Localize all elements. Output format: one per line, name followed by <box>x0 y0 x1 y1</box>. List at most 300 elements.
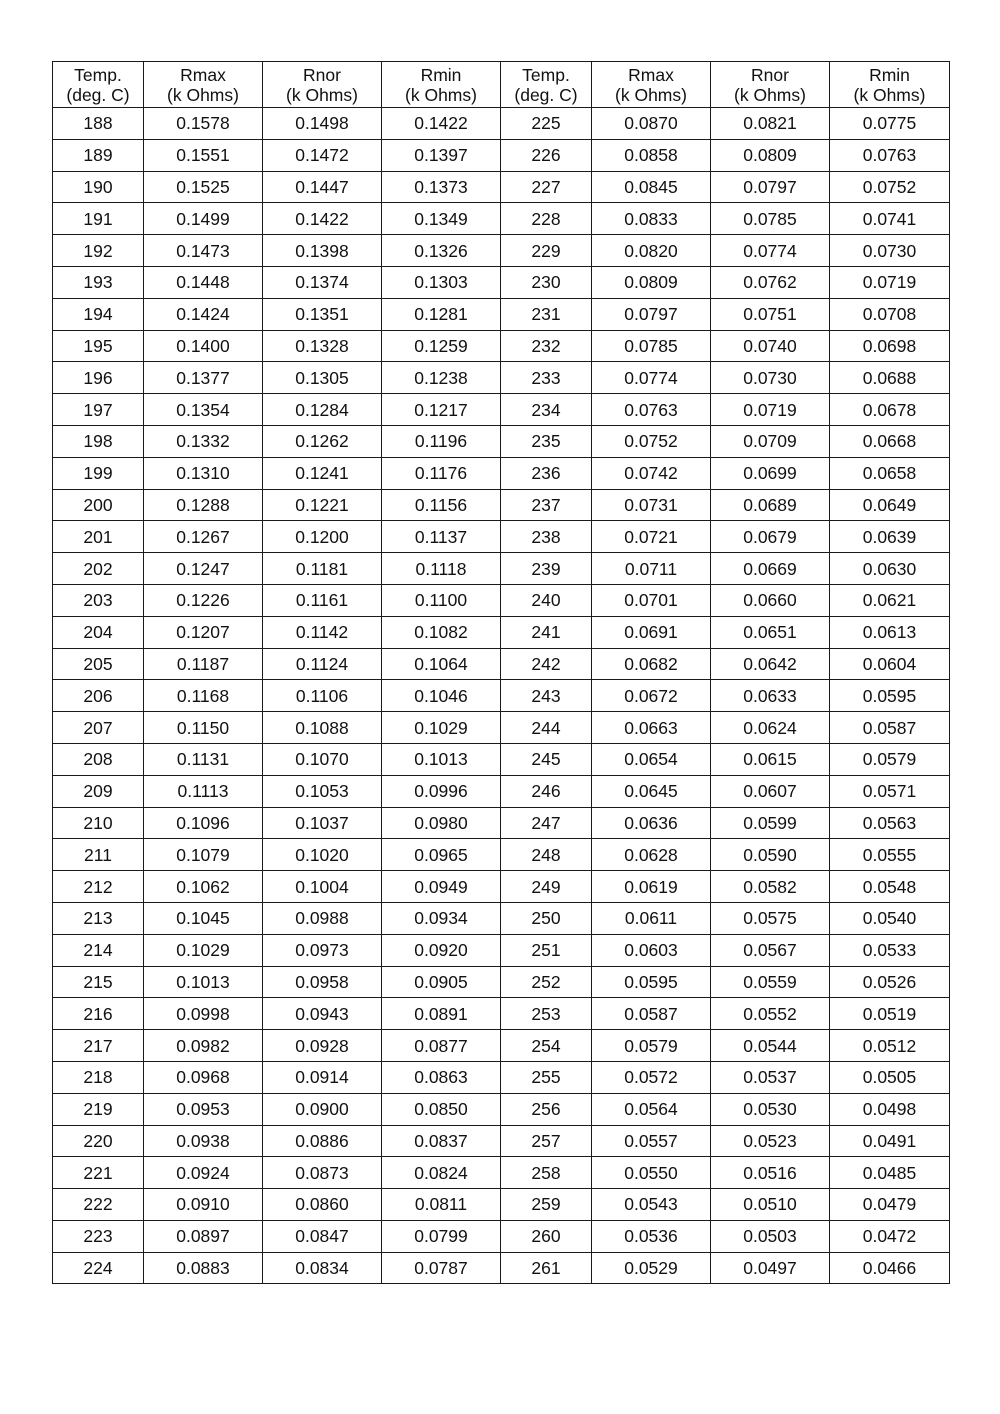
rnor-header-right <box>711 62 830 108</box>
rmax-cell: 0.0654 <box>592 743 711 775</box>
rnor-cell: 0.1374 <box>263 266 382 298</box>
header-label-line2: (k Ohms) <box>286 84 358 105</box>
temp-cell: 242 <box>501 648 592 680</box>
rnor-cell: 0.0590 <box>711 839 830 871</box>
rmin-cell: 0.0905 <box>382 966 501 998</box>
rmin-cell: 0.0587 <box>830 712 950 744</box>
rnor-cell: 0.0730 <box>711 362 830 394</box>
header-label-line1: Rnor <box>751 64 789 85</box>
rmax-cell: 0.0968 <box>144 1061 263 1093</box>
rnor-cell: 0.0900 <box>263 1093 382 1125</box>
table-row <box>53 394 950 426</box>
table-row <box>53 489 950 521</box>
rmax-cell: 0.0763 <box>592 394 711 426</box>
rmax-cell: 0.0785 <box>592 330 711 362</box>
temp-cell: 259 <box>501 1189 592 1221</box>
rmax-cell: 0.0557 <box>592 1125 711 1157</box>
rmin-cell: 0.0891 <box>382 998 501 1030</box>
temp-cell: 251 <box>501 934 592 966</box>
rnor-cell: 0.0669 <box>711 553 830 585</box>
temp-cell: 216 <box>53 998 144 1030</box>
rmax-cell: 0.0543 <box>592 1189 711 1221</box>
temp-cell: 243 <box>501 680 592 712</box>
rmax-cell: 0.0998 <box>144 998 263 1030</box>
rmax-cell: 0.0845 <box>592 171 711 203</box>
rnor-cell: 0.0523 <box>711 1125 830 1157</box>
temp-cell: 224 <box>53 1252 144 1284</box>
rmin-cell: 0.0752 <box>830 171 950 203</box>
temp-cell: 215 <box>53 966 144 998</box>
rnor-cell: 0.0642 <box>711 648 830 680</box>
temp-cell: 261 <box>501 1252 592 1284</box>
rmax-cell: 0.0809 <box>592 266 711 298</box>
rmin-cell: 0.0540 <box>830 902 950 934</box>
rnor-cell: 0.0510 <box>711 1189 830 1221</box>
rmin-cell: 0.1064 <box>382 648 501 680</box>
rmax-cell: 0.0797 <box>592 298 711 330</box>
rmax-cell: 0.0550 <box>592 1157 711 1189</box>
temp-cell: 238 <box>501 521 592 553</box>
temp-cell: 193 <box>53 266 144 298</box>
rnor-cell: 0.1088 <box>263 712 382 744</box>
rnor-cell: 0.0958 <box>263 966 382 998</box>
temp-cell: 207 <box>53 712 144 744</box>
rmax-cell: 0.1473 <box>144 235 263 267</box>
temp-cell: 249 <box>501 871 592 903</box>
temp-cell: 211 <box>53 839 144 871</box>
rnor-cell: 0.0774 <box>711 235 830 267</box>
rmax-cell: 0.1187 <box>144 648 263 680</box>
rmin-cell: 0.0678 <box>830 394 950 426</box>
table-row <box>53 775 950 807</box>
rnor-cell: 0.0809 <box>711 139 830 171</box>
rnor-header-left <box>263 62 382 108</box>
rmax-cell: 0.1499 <box>144 203 263 235</box>
header-label-line2: (deg. C) <box>66 84 130 105</box>
rmax-cell: 0.0820 <box>592 235 711 267</box>
rmin-cell: 0.1137 <box>382 521 501 553</box>
temp-cell: 218 <box>53 1061 144 1093</box>
rnor-cell: 0.1398 <box>263 235 382 267</box>
rnor-cell: 0.0544 <box>711 1030 830 1062</box>
rnor-cell: 0.0886 <box>263 1125 382 1157</box>
temp-cell: 226 <box>501 139 592 171</box>
rmin-cell: 0.1013 <box>382 743 501 775</box>
rnor-cell: 0.0607 <box>711 775 830 807</box>
rmin-cell: 0.0555 <box>830 839 950 871</box>
temp-cell: 219 <box>53 1093 144 1125</box>
rmax-cell: 0.0645 <box>592 775 711 807</box>
rmin-cell: 0.0837 <box>382 1125 501 1157</box>
rnor-cell: 0.1351 <box>263 298 382 330</box>
rmax-header-right <box>592 62 711 108</box>
temp-cell: 245 <box>501 743 592 775</box>
rmax-cell: 0.1525 <box>144 171 263 203</box>
rnor-cell: 0.0719 <box>711 394 830 426</box>
rnor-cell: 0.0973 <box>263 934 382 966</box>
temp-cell: 202 <box>53 553 144 585</box>
rnor-cell: 0.0552 <box>711 998 830 1030</box>
temp-cell: 228 <box>501 203 592 235</box>
rmax-cell: 0.1029 <box>144 934 263 966</box>
rnor-cell: 0.1020 <box>263 839 382 871</box>
rmax-cell: 0.0672 <box>592 680 711 712</box>
rmax-cell: 0.0536 <box>592 1220 711 1252</box>
table-row <box>53 934 950 966</box>
temp-cell: 255 <box>501 1061 592 1093</box>
rnor-cell: 0.1181 <box>263 553 382 585</box>
rmin-cell: 0.0877 <box>382 1030 501 1062</box>
header-label-line1: Rmin <box>420 64 462 85</box>
rnor-cell: 0.0651 <box>711 616 830 648</box>
rmax-cell: 0.0701 <box>592 584 711 616</box>
temp-cell: 230 <box>501 266 592 298</box>
rmax-header-left <box>144 62 263 108</box>
table-row <box>53 966 950 998</box>
table-row <box>53 171 950 203</box>
temp-cell: 217 <box>53 1030 144 1062</box>
rnor-cell: 0.1200 <box>263 521 382 553</box>
temp-cell: 227 <box>501 171 592 203</box>
temp-cell: 241 <box>501 616 592 648</box>
rmax-cell: 0.1096 <box>144 807 263 839</box>
rmin-cell: 0.1118 <box>382 553 501 585</box>
rnor-cell: 0.1262 <box>263 425 382 457</box>
rmin-cell: 0.0485 <box>830 1157 950 1189</box>
rmin-cell: 0.0708 <box>830 298 950 330</box>
rmin-cell: 0.0466 <box>830 1252 950 1284</box>
rmin-cell: 0.0934 <box>382 902 501 934</box>
rmin-cell: 0.1029 <box>382 712 501 744</box>
table-row <box>53 743 950 775</box>
rmin-cell: 0.0787 <box>382 1252 501 1284</box>
rmin-header-left <box>382 62 501 108</box>
temp-cell: 209 <box>53 775 144 807</box>
temp-cell: 225 <box>501 108 592 140</box>
rmin-cell: 0.0519 <box>830 998 950 1030</box>
header-label-line1: Rmax <box>180 64 226 85</box>
rmax-cell: 0.0870 <box>592 108 711 140</box>
rmin-cell: 0.0479 <box>830 1189 950 1221</box>
temp-cell: 210 <box>53 807 144 839</box>
rmax-cell: 0.1207 <box>144 616 263 648</box>
table-row <box>53 1030 950 1062</box>
table-row <box>53 553 950 585</box>
rmax-cell: 0.0572 <box>592 1061 711 1093</box>
rmax-cell: 0.1448 <box>144 266 263 298</box>
temp-cell: 253 <box>501 998 592 1030</box>
rmin-cell: 0.0775 <box>830 108 950 140</box>
table-row <box>53 1157 950 1189</box>
rnor-cell: 0.0762 <box>711 266 830 298</box>
temp-cell: 194 <box>53 298 144 330</box>
table-row <box>53 139 950 171</box>
temp-cell: 229 <box>501 235 592 267</box>
header-label-line1: Rnor <box>303 64 341 85</box>
temp-cell: 199 <box>53 457 144 489</box>
table-row <box>53 998 950 1030</box>
temp-cell: 213 <box>53 902 144 934</box>
temp-cell: 189 <box>53 139 144 171</box>
rnor-cell: 0.0503 <box>711 1220 830 1252</box>
rnor-cell: 0.1221 <box>263 489 382 521</box>
temp-cell: 256 <box>501 1093 592 1125</box>
temp-cell: 239 <box>501 553 592 585</box>
rmax-cell: 0.1551 <box>144 139 263 171</box>
temp-cell: 244 <box>501 712 592 744</box>
temp-cell: 248 <box>501 839 592 871</box>
temp-cell: 235 <box>501 425 592 457</box>
rnor-cell: 0.0689 <box>711 489 830 521</box>
table-row <box>53 108 950 140</box>
temp-cell: 192 <box>53 235 144 267</box>
rmax-cell: 0.0721 <box>592 521 711 553</box>
table-row <box>53 203 950 235</box>
rmax-cell: 0.0858 <box>592 139 711 171</box>
temp-cell: 252 <box>501 966 592 998</box>
rmin-cell: 0.0698 <box>830 330 950 362</box>
rnor-cell: 0.0988 <box>263 902 382 934</box>
rmax-cell: 0.0663 <box>592 712 711 744</box>
header-label-line2: (k Ohms) <box>167 84 239 105</box>
rmin-cell: 0.0526 <box>830 966 950 998</box>
rnor-cell: 0.0537 <box>711 1061 830 1093</box>
temp-cell: 223 <box>53 1220 144 1252</box>
rmin-cell: 0.0730 <box>830 235 950 267</box>
rmin-header-right <box>830 62 950 108</box>
rmin-cell: 0.0688 <box>830 362 950 394</box>
temp-cell: 196 <box>53 362 144 394</box>
table-row <box>53 330 950 362</box>
rnor-cell: 0.1422 <box>263 203 382 235</box>
rnor-cell: 0.0660 <box>711 584 830 616</box>
table-row <box>53 648 950 680</box>
rmax-cell: 0.0742 <box>592 457 711 489</box>
temp-cell: 200 <box>53 489 144 521</box>
rnor-cell: 0.0797 <box>711 171 830 203</box>
rmax-cell: 0.0731 <box>592 489 711 521</box>
rmin-cell: 0.0741 <box>830 203 950 235</box>
rmin-cell: 0.0920 <box>382 934 501 966</box>
rmin-cell: 0.0863 <box>382 1061 501 1093</box>
rnor-cell: 0.1124 <box>263 648 382 680</box>
rmin-cell: 0.1100 <box>382 584 501 616</box>
header-label-line1: Rmax <box>628 64 674 85</box>
rmin-cell: 0.0824 <box>382 1157 501 1189</box>
rmin-cell: 0.0491 <box>830 1125 950 1157</box>
rmax-cell: 0.0595 <box>592 966 711 998</box>
rmin-cell: 0.0639 <box>830 521 950 553</box>
temp-header-right <box>501 62 592 108</box>
rmin-cell: 0.0630 <box>830 553 950 585</box>
temp-cell: 205 <box>53 648 144 680</box>
rmax-cell: 0.1354 <box>144 394 263 426</box>
rnor-cell: 0.0699 <box>711 457 830 489</box>
rmin-cell: 0.1281 <box>382 298 501 330</box>
rmax-cell: 0.0982 <box>144 1030 263 1062</box>
rmin-cell: 0.1217 <box>382 394 501 426</box>
rnor-cell: 0.1284 <box>263 394 382 426</box>
temp-cell: 214 <box>53 934 144 966</box>
temp-cell: 260 <box>501 1220 592 1252</box>
header-label-line2: (k Ohms) <box>853 84 926 105</box>
rmin-cell: 0.0571 <box>830 775 950 807</box>
temp-cell: 258 <box>501 1157 592 1189</box>
rmax-cell: 0.0579 <box>592 1030 711 1062</box>
rmin-cell: 0.1259 <box>382 330 501 362</box>
rnor-cell: 0.0740 <box>711 330 830 362</box>
rmax-cell: 0.1267 <box>144 521 263 553</box>
table-row <box>53 266 950 298</box>
rmin-cell: 0.0668 <box>830 425 950 457</box>
rmax-cell: 0.1424 <box>144 298 263 330</box>
table-row <box>53 457 950 489</box>
header-label-line2: (deg. C) <box>514 84 578 105</box>
temp-cell: 201 <box>53 521 144 553</box>
rmin-cell: 0.0949 <box>382 871 501 903</box>
rmin-cell: 0.1238 <box>382 362 501 394</box>
rnor-cell: 0.1053 <box>263 775 382 807</box>
rmax-cell: 0.1113 <box>144 775 263 807</box>
table-row <box>53 871 950 903</box>
rmin-cell: 0.1349 <box>382 203 501 235</box>
rmin-cell: 0.1082 <box>382 616 501 648</box>
table-row <box>53 1220 950 1252</box>
rmax-cell: 0.1131 <box>144 743 263 775</box>
rmin-cell: 0.1373 <box>382 171 501 203</box>
rmin-cell: 0.0658 <box>830 457 950 489</box>
rnor-cell: 0.0873 <box>263 1157 382 1189</box>
temp-cell: 190 <box>53 171 144 203</box>
rmax-cell: 0.0711 <box>592 553 711 585</box>
rnor-cell: 0.0516 <box>711 1157 830 1189</box>
temp-cell: 221 <box>53 1157 144 1189</box>
rmax-cell: 0.1247 <box>144 553 263 585</box>
rmin-cell: 0.0579 <box>830 743 950 775</box>
table-row <box>53 521 950 553</box>
rmin-cell: 0.1397 <box>382 139 501 171</box>
table-body <box>53 108 950 1284</box>
temp-cell: 240 <box>501 584 592 616</box>
rmax-cell: 0.1226 <box>144 584 263 616</box>
table-row <box>53 1252 950 1284</box>
table-row <box>53 298 950 330</box>
rnor-cell: 0.0567 <box>711 934 830 966</box>
rnor-cell: 0.0497 <box>711 1252 830 1284</box>
rmax-cell: 0.0587 <box>592 998 711 1030</box>
temp-cell: 231 <box>501 298 592 330</box>
temp-cell: 197 <box>53 394 144 426</box>
header-label-line1: Temp. <box>74 64 122 85</box>
rmax-cell: 0.0924 <box>144 1157 263 1189</box>
rmax-cell: 0.0691 <box>592 616 711 648</box>
rmin-cell: 0.0965 <box>382 839 501 871</box>
rmin-cell: 0.0649 <box>830 489 950 521</box>
rmax-cell: 0.1377 <box>144 362 263 394</box>
rmax-cell: 0.1168 <box>144 680 263 712</box>
rnor-cell: 0.1142 <box>263 616 382 648</box>
rmax-cell: 0.1062 <box>144 871 263 903</box>
rnor-cell: 0.0785 <box>711 203 830 235</box>
rnor-cell: 0.0943 <box>263 998 382 1030</box>
rmin-cell: 0.0548 <box>830 871 950 903</box>
rmin-cell: 0.0505 <box>830 1061 950 1093</box>
rmax-cell: 0.0883 <box>144 1252 263 1284</box>
rmin-cell: 0.0595 <box>830 680 950 712</box>
rmax-cell: 0.0774 <box>592 362 711 394</box>
rmin-cell: 0.1303 <box>382 266 501 298</box>
temp-cell: 188 <box>53 108 144 140</box>
rmax-cell: 0.0752 <box>592 425 711 457</box>
rnor-cell: 0.1070 <box>263 743 382 775</box>
rmax-cell: 0.0529 <box>592 1252 711 1284</box>
temp-cell: 234 <box>501 394 592 426</box>
rnor-cell: 0.0559 <box>711 966 830 998</box>
temp-cell: 236 <box>501 457 592 489</box>
rnor-cell: 0.1328 <box>263 330 382 362</box>
rnor-cell: 0.1447 <box>263 171 382 203</box>
rmin-cell: 0.1156 <box>382 489 501 521</box>
table-row <box>53 1125 950 1157</box>
rmin-cell: 0.1176 <box>382 457 501 489</box>
rnor-cell: 0.0834 <box>263 1252 382 1284</box>
temp-cell: 250 <box>501 902 592 934</box>
rnor-cell: 0.0679 <box>711 521 830 553</box>
rmin-cell: 0.0996 <box>382 775 501 807</box>
rmax-cell: 0.1400 <box>144 330 263 362</box>
table-row <box>53 807 950 839</box>
rnor-cell: 0.1498 <box>263 108 382 140</box>
rmin-cell: 0.0533 <box>830 934 950 966</box>
table-row <box>53 712 950 744</box>
rmin-cell: 0.0472 <box>830 1220 950 1252</box>
rmin-cell: 0.0604 <box>830 648 950 680</box>
header-row <box>53 62 950 108</box>
rnor-cell: 0.0928 <box>263 1030 382 1062</box>
table-row <box>53 616 950 648</box>
temp-cell: 237 <box>501 489 592 521</box>
rmin-cell: 0.0980 <box>382 807 501 839</box>
temp-cell: 191 <box>53 203 144 235</box>
rnor-cell: 0.0914 <box>263 1061 382 1093</box>
table-row <box>53 425 950 457</box>
rmin-cell: 0.0498 <box>830 1093 950 1125</box>
table-row <box>53 235 950 267</box>
rmax-cell: 0.1013 <box>144 966 263 998</box>
temp-cell: 222 <box>53 1189 144 1221</box>
temp-cell: 203 <box>53 584 144 616</box>
rmin-cell: 0.0763 <box>830 139 950 171</box>
temp-cell: 246 <box>501 775 592 807</box>
rnor-cell: 0.1161 <box>263 584 382 616</box>
table-row <box>53 584 950 616</box>
rmin-cell: 0.1422 <box>382 108 501 140</box>
rnor-cell: 0.1037 <box>263 807 382 839</box>
rmax-cell: 0.0938 <box>144 1125 263 1157</box>
table-row <box>53 1061 950 1093</box>
rmax-cell: 0.0910 <box>144 1189 263 1221</box>
temp-cell: 212 <box>53 871 144 903</box>
rmin-cell: 0.1046 <box>382 680 501 712</box>
header-label-line1: Rmin <box>869 64 910 85</box>
rmin-cell: 0.0850 <box>382 1093 501 1125</box>
temp-cell: 254 <box>501 1030 592 1062</box>
rnor-cell: 0.1106 <box>263 680 382 712</box>
temp-cell: 204 <box>53 616 144 648</box>
rmin-cell: 0.0613 <box>830 616 950 648</box>
rmin-cell: 0.1196 <box>382 425 501 457</box>
rmax-cell: 0.1045 <box>144 902 263 934</box>
